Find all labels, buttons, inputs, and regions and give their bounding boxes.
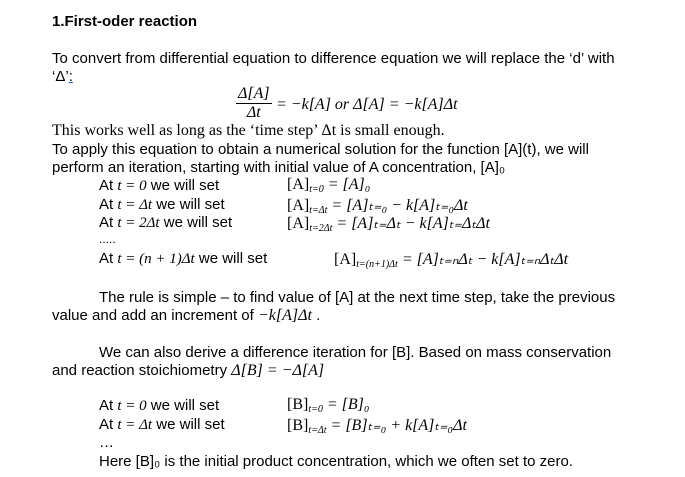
iter-b-label-0: At t = 0 we will set: [99, 397, 220, 414]
final-line: Here [B]₀ is the initial product concentration, which we often set to zero.: [99, 453, 573, 470]
ellipsis-1: .....: [99, 232, 116, 246]
iter-n-label: At t = (n + 1)Δt we will set: [99, 250, 268, 267]
ellipsis-2: …: [99, 434, 114, 451]
iter-a-eq-1: $[A]_{t=\Delta t} = [A]_{t=0} - k[A]_{t=0}\Delta t$: [287, 197, 468, 216]
iter-b-label-1: At t = Δt we will set: [99, 416, 225, 433]
main-equation-fraction: [236, 85, 272, 122]
derive-line-2: and reaction stoichiometry Δ[B] = −Δ[A]: [52, 362, 325, 379]
main-equation-rhs: = −k[A] or Δ[A] = −k[A]Δt: [276, 96, 458, 113]
rule-line-1: The rule is simple – to find value of [A] at the next time step, take the previous: [99, 289, 616, 306]
intro-line-1: To convert from differential equation to difference equation we will replace the ‘d’ with: [52, 50, 615, 67]
iter-b-eq-1: $[B]_{t=\Delta t} = [B]_{t=0} + k[A]_{t=0}\Delta t$: [287, 417, 467, 436]
delta-quote: ‘Δ’: [52, 68, 69, 85]
iter-a-label-0: At t = 0 we will set: [99, 177, 220, 194]
iter-a-label-2: At t = 2Δt we will set: [99, 214, 233, 231]
iter-a-eq-2: $[A]_{t=2\Delta t} = [A]_{t=}\Delta_t - k[A]_{t=}\Delta_t\Delta t$: [287, 215, 490, 234]
derive-line-1: We can also derive a difference iteration for [B]. Based on mass conservation: [99, 344, 612, 361]
section-heading: 1.First-oder reaction: [52, 13, 198, 30]
fraction-numerator: Δ[A]: [238, 85, 270, 102]
fraction-denominator: Δt: [246, 104, 261, 121]
rule-line-2: value and add an increment of −k[A]Δt .: [52, 307, 321, 324]
iter-b-eq-0: $[B]_{t=0} = [B]_0$: [287, 396, 370, 415]
time-step-note: This works well as long as the ‘time step’ Δt is small enough.: [52, 122, 445, 139]
delta-colon: :: [68, 68, 73, 85]
apply-line-2: perform an iteration, starting with initial value of A concentration, [A]₀: [52, 159, 506, 176]
intro-line-2: [52, 68, 73, 85]
iter-a-label-1: At t = Δt we will set: [99, 196, 225, 213]
apply-line-1: To apply this equation to obtain a numerical solution for the function [A](t), we will: [52, 141, 589, 158]
iter-n-eq: $[A]_{t=(n+1)\Delta t} = [A]_{t=n}\Delta_t - k[A]_{t=n}\Delta_t\Delta t$: [334, 251, 569, 270]
iter-a-eq-0: $[A]_{t=0} = [A]_0$: [287, 176, 371, 195]
